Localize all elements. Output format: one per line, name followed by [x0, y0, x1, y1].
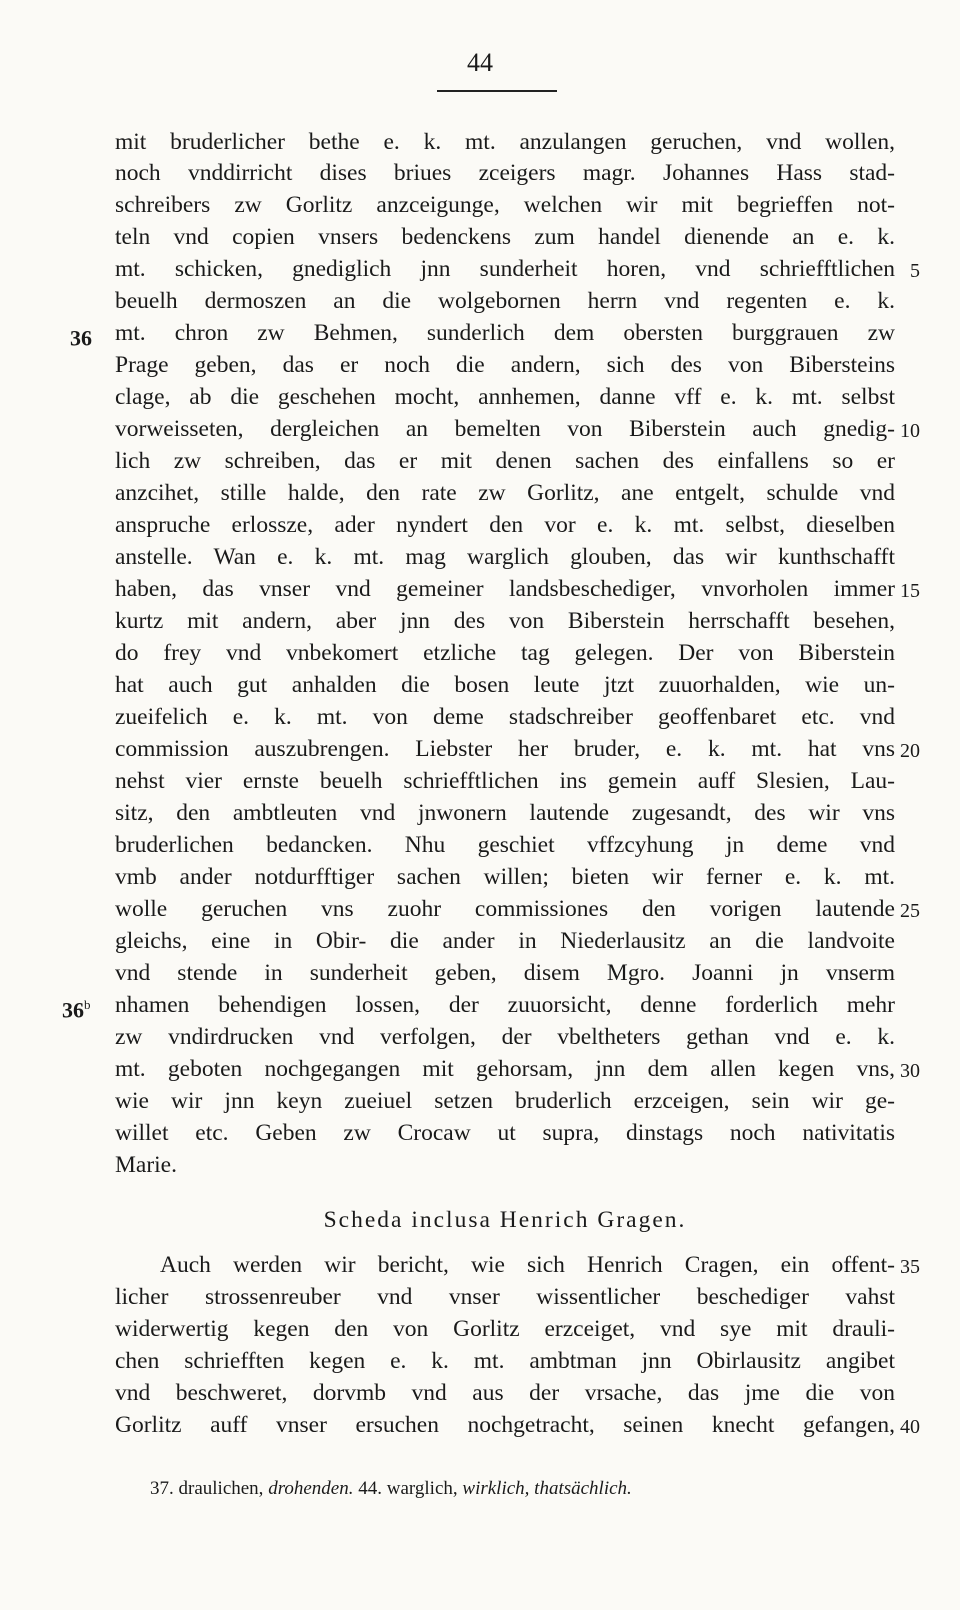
- text-line: hat auch gut anhalden die bosen leute jtzt zuuorhalden, wie un-: [115, 672, 895, 698]
- footnote-gloss: drohenden.: [268, 1478, 354, 1499]
- folio-number: 36: [62, 997, 84, 1023]
- line-number: 40: [900, 1416, 920, 1438]
- text-line: beuelh dermoszen an die wolgebornen herrn vnd regenten e. k.: [115, 288, 895, 314]
- text-line: commission auszubrengen. Liebster her bruder, e. k. mt. hat vns: [115, 736, 895, 762]
- footnote-gloss: wirklich, thatsächlich.: [462, 1478, 632, 1499]
- footnote-ref: 44.: [358, 1478, 382, 1499]
- text-line: clage, ab die geschehen mocht, annhemen, danne vff e. k. mt. selbst: [115, 384, 895, 410]
- text-line: mit bruderlicher bethe e. k. mt. anzulangen geruchen, vnd wollen,: [115, 129, 895, 155]
- footnote-word: warglich,: [386, 1478, 458, 1499]
- text-line: wolle geruchen vns zuohr commissiones den vorigen lautende: [115, 896, 895, 922]
- text-line: vnd stende in sunderheit geben, disem Mgro. Joanni jn vnserm: [115, 960, 895, 986]
- text-line: anzcihet, stille halde, den rate zw Gorlitz, ane entgelt, schulde vnd: [115, 480, 895, 506]
- text-line: Auch werden wir bericht, wie sich Henrich Cragen, ein offent-: [160, 1252, 895, 1278]
- footnote-word: draulichen,: [178, 1478, 264, 1499]
- text-line: nhamen behendigen lossen, der zuuorsicht, denne forderlich mehr: [115, 992, 895, 1018]
- page-number: 44: [467, 48, 493, 77]
- text-line: mt. chron zw Behmen, sunderlich dem obersten burggrauen zw: [115, 320, 895, 346]
- text-line: widerwertig kegen den von Gorlitz erzceiget, vnd sye mit drauli-: [115, 1316, 895, 1342]
- folio-mark: [70, 318, 92, 353]
- text-line: Prage geben, das er noch die andern, sich des von Bibersteins: [115, 352, 895, 378]
- text-line: nehst vier ernste beuelh schriefftlichen ins gemein auff Slesien, Lau-: [115, 768, 895, 794]
- text-line: zw vndirdrucken vnd verfolgen, der vbeltheters gethan vnd e. k.: [115, 1024, 895, 1050]
- line-number: 5: [910, 260, 920, 282]
- text-line: schreibers zw Gorlitz anzceigunge, welchen wir mit begrieffen not-: [115, 192, 895, 218]
- folio-side: b: [84, 997, 91, 1012]
- text-line: wie wir jnn keyn zueiuel setzen bruderlich erzceigen, sein wir ge-: [115, 1088, 895, 1114]
- text-line: mt. schicken, gnediglich jnn sunderheit horen, vnd schriefftlichen: [115, 256, 895, 282]
- line-number: 15: [900, 580, 920, 602]
- text-line: licher strossenreuber vnd vnser wissentlicher beschediger vahst: [115, 1284, 895, 1310]
- text-line: zueifelich e. k. mt. von deme stadschreiber geoffenbaret etc. vnd: [115, 704, 895, 730]
- text-line: haben, das vnser vnd gemeiner landsbeschediger, vnvorholen immer: [115, 576, 895, 602]
- text-line: gleichs, eine in Obir- die ander in Niederlausitz an die landvoite: [115, 928, 895, 954]
- text-line: willet etc. Geben zw Crocaw ut supra, dinstags noch nativitatis: [115, 1120, 895, 1146]
- footnote: [150, 1476, 910, 1502]
- text-line: vorweisseten, dergleichen an bemelten von Biberstein auch gnedig-: [115, 416, 895, 442]
- line-number: 25: [900, 900, 920, 922]
- footnote-ref: 37.: [150, 1478, 174, 1499]
- text-line: noch vnddirricht dises briues zceigers magr. Johannes Hass stad-: [115, 160, 895, 186]
- text-line: lich zw schreiben, das er mit denen sachen des einfallens so er: [115, 448, 895, 474]
- text-line: vmb ander notdurfftiger sachen willen; bieten wir ferner e. k. mt.: [115, 864, 895, 890]
- text-line: do frey vnd vnbekomert etzliche tag gelegen. Der von Biberstein: [115, 640, 895, 666]
- text-line: bruderlichen bedancken. Nhu geschiet vffzcyhung jn deme vnd: [115, 832, 895, 858]
- text-line: vnd beschweret, dorvmb vnd aus der vrsache, das jme die von: [115, 1380, 895, 1406]
- line-number: 30: [900, 1060, 920, 1082]
- folio-mark: [62, 990, 91, 1025]
- line-number: 10: [900, 420, 920, 442]
- text-line: Gorlitz auff vnser ersuchen nochgetracht, seinen knecht gefangen,: [115, 1412, 895, 1438]
- text-line: teln vnd copien vnsers bedenckens zum handel dienende an e. k.: [115, 224, 895, 250]
- text-line: chen schriefften kegen e. k. mt. ambtman jnn Obirlausitz angibet: [115, 1348, 895, 1374]
- text-line: anspruche erlossze, ader nyndert den vor e. k. mt. selbst, dieselben: [115, 512, 895, 538]
- section-heading: Scheda inclusa Henrich Gragen.: [323, 1207, 687, 1233]
- header-rule: [437, 90, 557, 92]
- text-line: kurtz mit andern, aber jnn des von Biberstein herrschafft besehen,: [115, 608, 895, 634]
- text-line: mt. geboten nochgegangen mit gehorsam, jnn dem allen kegen vns,: [115, 1056, 895, 1082]
- text-line: Marie.: [115, 1152, 177, 1178]
- text-line: anstelle. Wan e. k. mt. mag warglich glouben, das wir kunthschafft: [115, 544, 895, 570]
- folio-number: 36: [70, 325, 92, 351]
- line-number: 20: [900, 740, 920, 762]
- line-number: 35: [900, 1256, 920, 1278]
- text-line: sitz, den ambtleuten vnd jnwonern lautende zugesandt, des wir vns: [115, 800, 895, 826]
